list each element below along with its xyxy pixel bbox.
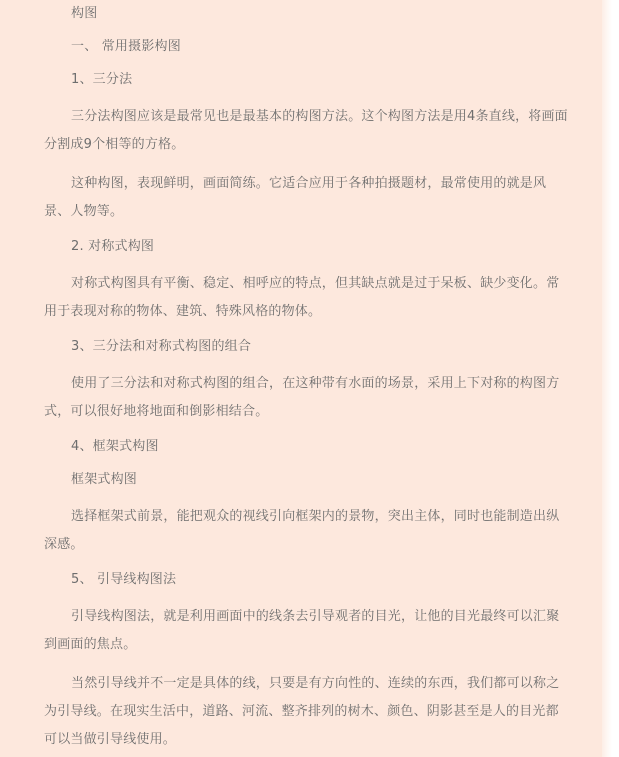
right-edge-strip — [602, 0, 612, 757]
paragraph-leading-lines: 引导线构图法，就是利用画面中的线条去引导观者的目光，让他的目光最终可以汇聚到画面的焦点。 — [44, 609, 560, 652]
heading-thirds-symmetry-combo: 3、三分法和对称式构图的组合 — [71, 339, 252, 354]
heading-common-composition: 一、 常用摄影构图 — [71, 39, 181, 54]
heading-rule-of-thirds: 1、三分法 — [71, 72, 133, 87]
paragraph-frame: 选择框架式前景，能把观众的视线引向框架内的景物，突出主体，同时也能制造出纵深感。 — [44, 509, 560, 552]
heading-leading-lines: 5、 引导线构图法 — [71, 572, 177, 587]
subheading-frame: 框架式构图 — [71, 472, 138, 487]
paragraph-thirds-symmetry-combo: 使用了三分法和对称式构图的组合，在这种带有水面的场景，采用上下对称的构图方式，可以很好地将地面和倒影相结合。 — [44, 376, 560, 419]
paragraph-rule-of-thirds: 三分法构图应该是最常见也是最基本的构图方法。这个构图方法是用4条直线，将画面分割成9个相等的方格。 — [44, 109, 568, 152]
paragraph-rule-of-thirds-usage: 这种构图，表现鲜明，画面简练。它适合应用于各种拍摄题材，最常使用的就是风景、人物等。 — [44, 176, 547, 219]
title-composition: 构图 — [71, 6, 98, 21]
heading-symmetry: 2. 对称式构图 — [71, 239, 155, 254]
paragraph-symmetry: 对称式构图具有平衡、稳定、相呼应的特点，但其缺点就是过于呆板、缺少变化。常用于表现对称的物体、建筑、特殊风格的物体。 — [44, 276, 560, 319]
heading-frame: 4、框架式构图 — [71, 439, 159, 454]
paragraph-leading-lines-examples: 当然引导线并不一定是具体的线，只要是有方向性的、连续的东西，我们都可以称之为引导线。在现实生活中，道路、河流、整齐排列的树木、颜色、阴影甚至是人的目光都可以当做引导线使用。 — [44, 676, 560, 747]
